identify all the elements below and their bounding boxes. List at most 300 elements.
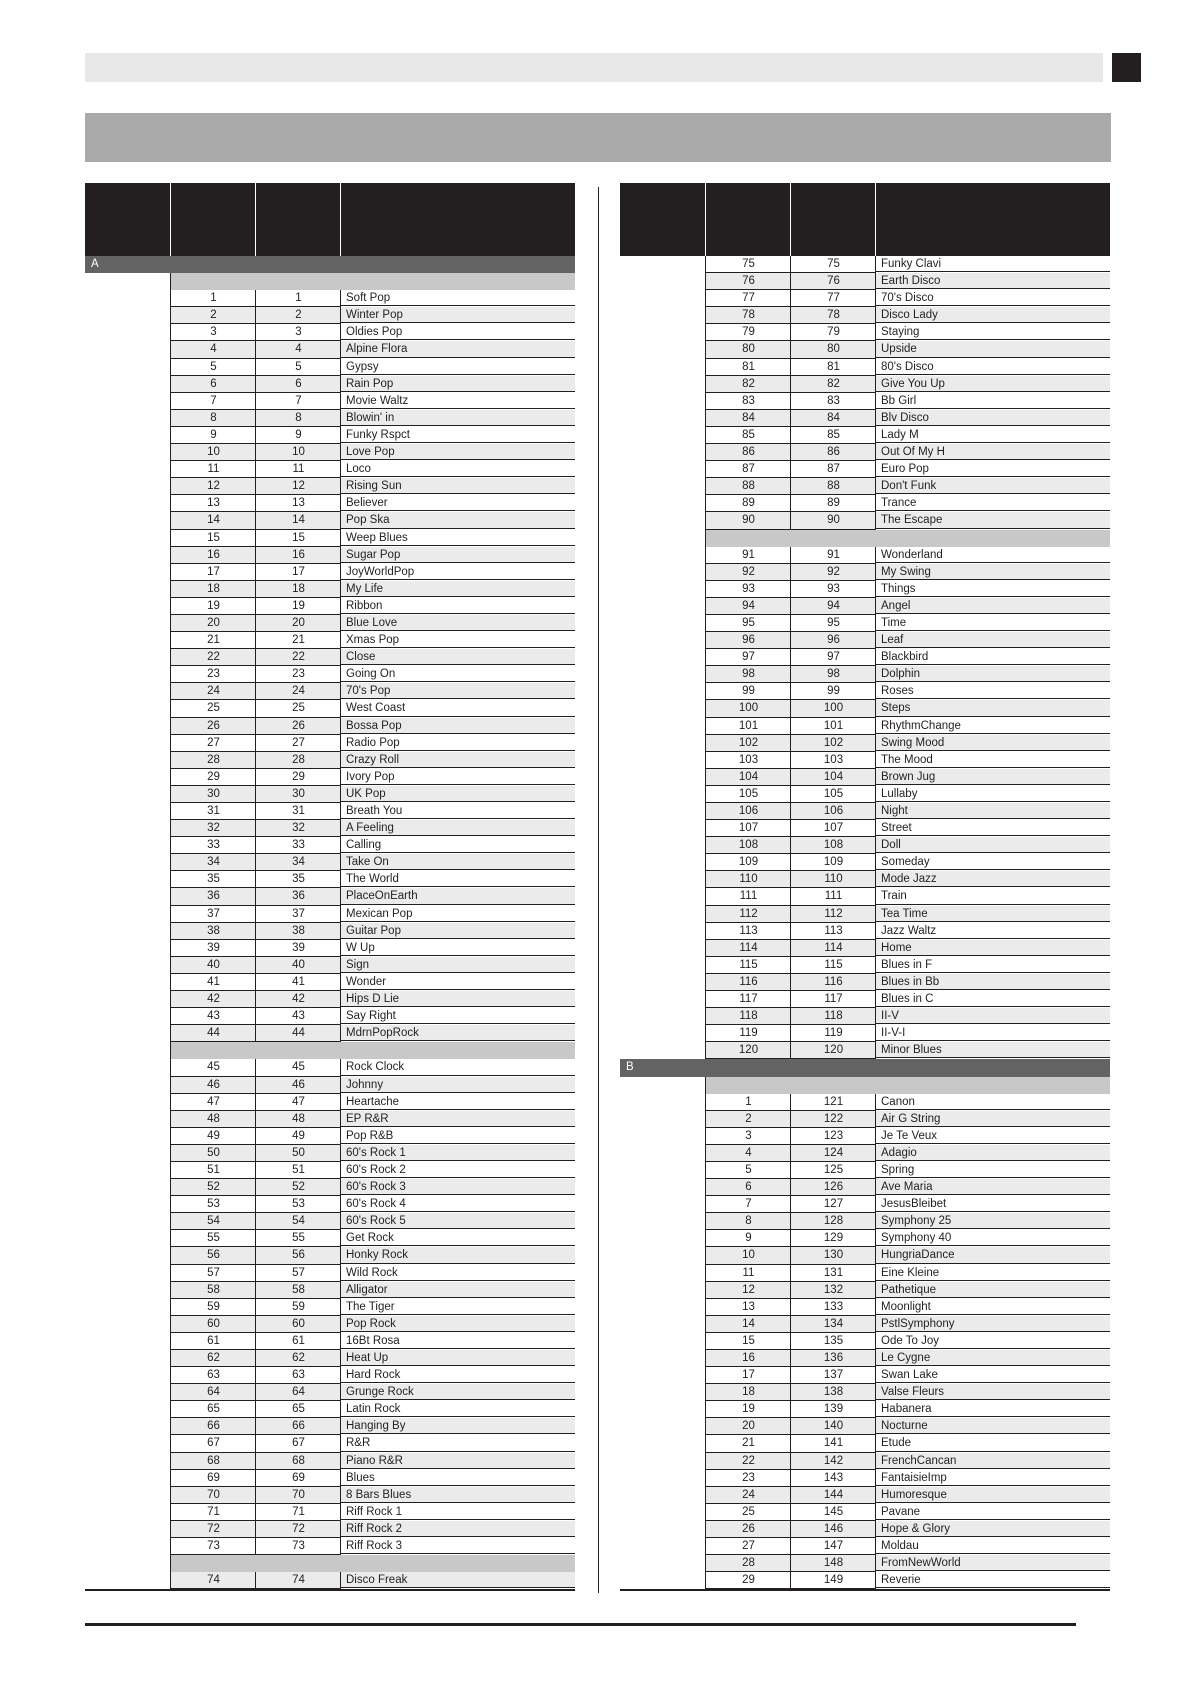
- table-row: [620, 478, 1110, 495]
- program-number: 11: [255, 461, 341, 478]
- table-row: [620, 906, 1110, 923]
- table-row: [85, 512, 575, 529]
- table-row: [85, 700, 575, 717]
- rhythm-number: 17: [705, 1367, 791, 1384]
- program-number: 102: [790, 735, 876, 752]
- program-number: 56: [255, 1247, 341, 1264]
- program-number: 50: [255, 1145, 341, 1162]
- program-number: 134: [790, 1316, 876, 1333]
- rhythm-number: 82: [705, 376, 791, 393]
- rhythm-name: Street: [875, 820, 1110, 836]
- program-number: 76: [790, 273, 876, 290]
- program-number: 126: [790, 1179, 876, 1196]
- table-row: [620, 1299, 1110, 1316]
- table-row: [620, 290, 1110, 307]
- program-number: 19: [255, 598, 341, 615]
- rhythm-number: 20: [170, 615, 256, 632]
- rhythm-number: 74: [170, 1572, 256, 1589]
- table-row: [620, 393, 1110, 410]
- program-number: 148: [790, 1555, 876, 1572]
- program-number: 139: [790, 1401, 876, 1418]
- rhythm-number: 4: [705, 1145, 791, 1162]
- rhythm-name: Rising Sun: [340, 478, 575, 494]
- rhythm-name: Jazz Waltz: [875, 923, 1110, 939]
- rhythm-number: 9: [705, 1230, 791, 1247]
- table-row: [620, 1316, 1110, 1333]
- rhythm-name: Wild Rock: [340, 1265, 575, 1281]
- table-row: [620, 1453, 1110, 1470]
- program-number: 104: [790, 769, 876, 786]
- table-row: [85, 393, 575, 410]
- rhythm-number: 35: [170, 871, 256, 888]
- table-row: [620, 1384, 1110, 1401]
- program-number: 125: [790, 1162, 876, 1179]
- rhythm-name: Pop Rock: [340, 1316, 575, 1332]
- program-number: 146: [790, 1521, 876, 1538]
- table-row: [620, 581, 1110, 598]
- rhythm-number: 36: [170, 888, 256, 905]
- rhythm-number: 63: [170, 1367, 256, 1384]
- rhythm-number: 73: [170, 1538, 256, 1555]
- table-row: [85, 1521, 575, 1538]
- table-row: [85, 1128, 575, 1145]
- rhythm-number: 59: [170, 1299, 256, 1316]
- program-number: 113: [790, 923, 876, 940]
- rhythm-number: 26: [705, 1521, 791, 1538]
- rhythm-name: Someday: [875, 854, 1110, 870]
- rhythm-number: 114: [705, 940, 791, 957]
- rhythm-number: 50: [170, 1145, 256, 1162]
- program-number: 93: [790, 581, 876, 598]
- program-number: 101: [790, 718, 876, 735]
- rhythm-number: 107: [705, 820, 791, 837]
- table-row: [85, 769, 575, 786]
- rhythm-name: Hard Rock: [340, 1367, 575, 1383]
- program-number: 1: [255, 290, 341, 307]
- program-number: 81: [790, 359, 876, 376]
- rhythm-number: 98: [705, 666, 791, 683]
- program-number: 22: [255, 649, 341, 666]
- table-row: [85, 1453, 575, 1470]
- rhythm-name: Don't Funk: [875, 478, 1110, 494]
- table-row: [85, 871, 575, 888]
- rhythm-name: Latin Rock: [340, 1401, 575, 1417]
- table-row: [620, 666, 1110, 683]
- table-row: [85, 888, 575, 905]
- rhythm-name: Train: [875, 888, 1110, 904]
- rhythm-number: 64: [170, 1384, 256, 1401]
- program-number: 83: [790, 393, 876, 410]
- table-row: [620, 547, 1110, 564]
- rhythm-number: 32: [170, 820, 256, 837]
- rhythm-name: Earth Disco: [875, 273, 1110, 289]
- program-number: 135: [790, 1333, 876, 1350]
- table-row: [620, 1162, 1110, 1179]
- table-row: [620, 1470, 1110, 1487]
- rhythm-name: Sugar Pop: [340, 547, 575, 563]
- rhythm-name: Alligator: [340, 1282, 575, 1298]
- rhythm-name: Swan Lake: [875, 1367, 1110, 1383]
- rhythm-name: W Up: [340, 940, 575, 956]
- rhythm-number: 8: [705, 1213, 791, 1230]
- rhythm-number: 12: [705, 1282, 791, 1299]
- rhythm-number: 72: [170, 1521, 256, 1538]
- rhythm-name: Lullaby: [875, 786, 1110, 802]
- rhythm-name: HungriaDance: [875, 1247, 1110, 1263]
- rhythm-name: RhythmChange: [875, 718, 1110, 734]
- table-row: [620, 615, 1110, 632]
- rhythm-number: 105: [705, 786, 791, 803]
- rhythm-number: 5: [170, 359, 256, 376]
- rhythm-name: Tea Time: [875, 906, 1110, 922]
- group-heading-row: [85, 256, 575, 273]
- table-row: [620, 940, 1110, 957]
- program-number: 36: [255, 888, 341, 905]
- rhythm-name: 16Bt Rosa: [340, 1333, 575, 1349]
- chapter-tab-marker: [1112, 53, 1141, 82]
- rhythm-name: Disco Freak: [340, 1572, 575, 1588]
- rhythm-name: Alpine Flora: [340, 341, 575, 357]
- rhythm-number: 70: [170, 1487, 256, 1504]
- program-number: 107: [790, 820, 876, 837]
- program-number: 144: [790, 1487, 876, 1504]
- table-row: [85, 957, 575, 974]
- program-number: 80: [790, 341, 876, 358]
- program-number: 64: [255, 1384, 341, 1401]
- program-number: 71: [255, 1504, 341, 1521]
- table-row: [620, 974, 1110, 991]
- rhythm-number: 87: [705, 461, 791, 478]
- rhythm-name: 70's Disco: [875, 290, 1110, 306]
- rhythm-name: Calling: [340, 837, 575, 853]
- program-number: 90: [790, 512, 876, 529]
- rhythm-name: Eine Kleine: [875, 1265, 1110, 1281]
- program-number: 94: [790, 598, 876, 615]
- rhythm-number: 42: [170, 991, 256, 1008]
- rhythm-name: 80's Disco: [875, 359, 1110, 375]
- rhythm-number: 40: [170, 957, 256, 974]
- rhythm-number: 13: [705, 1299, 791, 1316]
- category-band: [170, 1042, 575, 1059]
- rhythm-number: 61: [170, 1333, 256, 1350]
- rhythm-number: 18: [170, 581, 256, 598]
- table-row: [85, 1162, 575, 1179]
- rhythm-name: Bb Girl: [875, 393, 1110, 409]
- category-band: [705, 1077, 1110, 1094]
- category-band: [705, 530, 1110, 547]
- program-number: 131: [790, 1265, 876, 1282]
- rhythm-number: 54: [170, 1213, 256, 1230]
- rhythm-name: Reverie: [875, 1572, 1110, 1588]
- table-row: [85, 1008, 575, 1025]
- group-label: B: [620, 1059, 1110, 1076]
- program-number: 111: [790, 888, 876, 905]
- table-row: [85, 1470, 575, 1487]
- rhythm-number: 84: [705, 410, 791, 427]
- rhythm-name: Piano R&R: [340, 1453, 575, 1469]
- rhythm-name: Crazy Roll: [340, 752, 575, 768]
- rhythm-number: 23: [170, 666, 256, 683]
- table-row: [85, 1538, 575, 1555]
- program-number: 136: [790, 1350, 876, 1367]
- rhythm-name: Disco Lady: [875, 307, 1110, 323]
- table-row: [85, 1213, 575, 1230]
- rhythm-name: A Feeling: [340, 820, 575, 836]
- rhythm-name: Je Te Veux: [875, 1128, 1110, 1144]
- program-number: 33: [255, 837, 341, 854]
- rhythm-name: 60's Rock 4: [340, 1196, 575, 1212]
- rhythm-name: Close: [340, 649, 575, 665]
- rhythm-name: Leaf: [875, 632, 1110, 648]
- program-number: 74: [255, 1572, 341, 1589]
- rhythm-name: Hanging By: [340, 1418, 575, 1434]
- rhythm-number: 38: [170, 923, 256, 940]
- program-number: 75: [790, 256, 876, 273]
- rhythm-name: JesusBleibet: [875, 1196, 1110, 1212]
- table-row: [620, 1213, 1110, 1230]
- program-number: 2: [255, 307, 341, 324]
- program-number: 67: [255, 1435, 341, 1452]
- table-row: [620, 718, 1110, 735]
- rhythm-name: Home: [875, 940, 1110, 956]
- program-number: 31: [255, 803, 341, 820]
- rhythm-name: Sign: [340, 957, 575, 973]
- program-number: 120: [790, 1042, 876, 1059]
- rhythm-number: 12: [170, 478, 256, 495]
- rhythm-name: Blue Love: [340, 615, 575, 631]
- rhythm-name: Blues in Bb: [875, 974, 1110, 990]
- table-row: [85, 1367, 575, 1384]
- rhythm-name: Blv Disco: [875, 410, 1110, 426]
- rhythm-number: 108: [705, 837, 791, 854]
- rhythm-number: 115: [705, 957, 791, 974]
- rhythm-name: Blowin' in: [340, 410, 575, 426]
- program-number: 77: [790, 290, 876, 307]
- program-number: 96: [790, 632, 876, 649]
- rhythm-name: Symphony 25: [875, 1213, 1110, 1229]
- program-number: 100: [790, 700, 876, 717]
- program-number: 108: [790, 837, 876, 854]
- program-number: 30: [255, 786, 341, 803]
- rhythm-number: 60: [170, 1316, 256, 1333]
- table-row: [620, 1179, 1110, 1196]
- program-number: 6: [255, 376, 341, 393]
- rhythm-number: 89: [705, 495, 791, 512]
- rhythm-number: 47: [170, 1094, 256, 1111]
- rhythm-number: 1: [705, 1094, 791, 1111]
- program-number: 9: [255, 427, 341, 444]
- rhythm-number: 7: [705, 1196, 791, 1213]
- rhythm-number: 92: [705, 564, 791, 581]
- rhythm-name: Wonderland: [875, 547, 1110, 563]
- table-row: [620, 1350, 1110, 1367]
- table-row: [85, 1077, 575, 1094]
- rhythm-name: Winter Pop: [340, 307, 575, 323]
- table-row: [620, 1538, 1110, 1555]
- table-row: [620, 359, 1110, 376]
- rhythm-name: 60's Rock 5: [340, 1213, 575, 1229]
- rhythm-name: Moonlight: [875, 1299, 1110, 1315]
- rhythm-number: 66: [170, 1418, 256, 1435]
- rhythm-number: 27: [705, 1538, 791, 1555]
- rhythm-name: Get Rock: [340, 1230, 575, 1246]
- rhythm-name: Wonder: [340, 974, 575, 990]
- rhythm-number: 20: [705, 1418, 791, 1435]
- rhythm-number: 17: [170, 564, 256, 581]
- program-number: 10: [255, 444, 341, 461]
- program-number: 45: [255, 1059, 341, 1076]
- table-row: [620, 1435, 1110, 1452]
- table-row: [620, 1282, 1110, 1299]
- program-number: 59: [255, 1299, 341, 1316]
- rhythm-number: 6: [170, 376, 256, 393]
- rhythm-number: 29: [705, 1572, 791, 1589]
- program-number: 109: [790, 854, 876, 871]
- table-row: [620, 769, 1110, 786]
- program-number: 130: [790, 1247, 876, 1264]
- program-number: 37: [255, 906, 341, 923]
- table-row: [620, 1247, 1110, 1264]
- program-number: 38: [255, 923, 341, 940]
- program-number: 143: [790, 1470, 876, 1487]
- table-row: [85, 1094, 575, 1111]
- table-row: [620, 1521, 1110, 1538]
- rhythm-name: Take On: [340, 854, 575, 870]
- rhythm-number: 76: [705, 273, 791, 290]
- program-number: 24: [255, 683, 341, 700]
- rhythm-number: 3: [170, 324, 256, 341]
- table-bottom-rule: [85, 1589, 575, 1591]
- rhythm-name: Ribbon: [340, 598, 575, 614]
- rhythm-number: 25: [705, 1504, 791, 1521]
- rhythm-number: 14: [705, 1316, 791, 1333]
- program-number: 4: [255, 341, 341, 358]
- rhythm-name: R&R: [340, 1435, 575, 1451]
- table-row: [85, 427, 575, 444]
- program-number: 39: [255, 940, 341, 957]
- rhythm-name: Out Of My H: [875, 444, 1110, 460]
- program-number: 133: [790, 1299, 876, 1316]
- rhythm-number: 65: [170, 1401, 256, 1418]
- table-row: [85, 615, 575, 632]
- program-number: 140: [790, 1418, 876, 1435]
- table-row: [85, 1196, 575, 1213]
- rhythm-number: 113: [705, 923, 791, 940]
- category-heading-row: [85, 1042, 575, 1059]
- table-row: [85, 478, 575, 495]
- rhythm-number: 43: [170, 1008, 256, 1025]
- table-row: [620, 1367, 1110, 1384]
- program-number: 86: [790, 444, 876, 461]
- program-number: 68: [255, 1453, 341, 1470]
- table-row: [620, 1401, 1110, 1418]
- program-number: 15: [255, 530, 341, 547]
- program-number: 40: [255, 957, 341, 974]
- table-row: [85, 906, 575, 923]
- program-number: 34: [255, 854, 341, 871]
- program-number: 110: [790, 871, 876, 888]
- table-row: [85, 683, 575, 700]
- rhythm-number: 15: [170, 530, 256, 547]
- table-row: [85, 1025, 575, 1042]
- rhythm-number: 95: [705, 615, 791, 632]
- rhythm-name: Trance: [875, 495, 1110, 511]
- program-number: 29: [255, 769, 341, 786]
- program-number: 127: [790, 1196, 876, 1213]
- rhythm-name: Roses: [875, 683, 1110, 699]
- group-heading-row: [620, 1059, 1110, 1076]
- program-number: 89: [790, 495, 876, 512]
- rhythm-name: Canon: [875, 1094, 1110, 1110]
- table-row: [85, 718, 575, 735]
- table-row: [620, 1572, 1110, 1589]
- rhythm-number: 48: [170, 1111, 256, 1128]
- rhythm-name: Mode Jazz: [875, 871, 1110, 887]
- rhythm-number: 3: [705, 1128, 791, 1145]
- table-row: [85, 1282, 575, 1299]
- table-row: [85, 1247, 575, 1264]
- program-number: 122: [790, 1111, 876, 1128]
- program-number: 63: [255, 1367, 341, 1384]
- table-row: [620, 1333, 1110, 1350]
- program-number: 84: [790, 410, 876, 427]
- rhythm-name: Things: [875, 581, 1110, 597]
- rhythm-name: FromNewWorld: [875, 1555, 1110, 1571]
- program-number: 145: [790, 1504, 876, 1521]
- rhythm-number: 85: [705, 427, 791, 444]
- program-number: 12: [255, 478, 341, 495]
- rhythm-number: 55: [170, 1230, 256, 1247]
- table-row: [85, 598, 575, 615]
- table-row: [85, 341, 575, 358]
- table-row: [620, 803, 1110, 820]
- rhythm-number: 49: [170, 1128, 256, 1145]
- program-number: 47: [255, 1094, 341, 1111]
- table-row: [85, 1504, 575, 1521]
- rhythm-number: 19: [170, 598, 256, 615]
- rhythm-name: Minor Blues: [875, 1042, 1110, 1058]
- table-row: [620, 1094, 1110, 1111]
- program-number: 105: [790, 786, 876, 803]
- table-row: [85, 632, 575, 649]
- rhythm-number: 23: [705, 1470, 791, 1487]
- rhythm-number: 29: [170, 769, 256, 786]
- program-number: 99: [790, 683, 876, 700]
- rhythm-list-left-column: [85, 183, 575, 1591]
- rhythm-name: Loco: [340, 461, 575, 477]
- rhythm-number: 62: [170, 1350, 256, 1367]
- rhythm-number: 21: [170, 632, 256, 649]
- table-row: [620, 1487, 1110, 1504]
- rhythm-number: 10: [705, 1247, 791, 1264]
- rhythm-name: II-V: [875, 1008, 1110, 1024]
- program-number: 92: [790, 564, 876, 581]
- rhythm-number: 81: [705, 359, 791, 376]
- table-row: [620, 991, 1110, 1008]
- program-number: 62: [255, 1350, 341, 1367]
- program-number: 69: [255, 1470, 341, 1487]
- table-row: [85, 1145, 575, 1162]
- rhythm-number: 39: [170, 940, 256, 957]
- table-row: [85, 752, 575, 769]
- rhythm-name: Johnny: [340, 1077, 575, 1093]
- rhythm-number: 103: [705, 752, 791, 769]
- rhythm-number: 9: [170, 427, 256, 444]
- program-number: 53: [255, 1196, 341, 1213]
- program-number: 25: [255, 700, 341, 717]
- program-number: 88: [790, 478, 876, 495]
- program-number: 66: [255, 1418, 341, 1435]
